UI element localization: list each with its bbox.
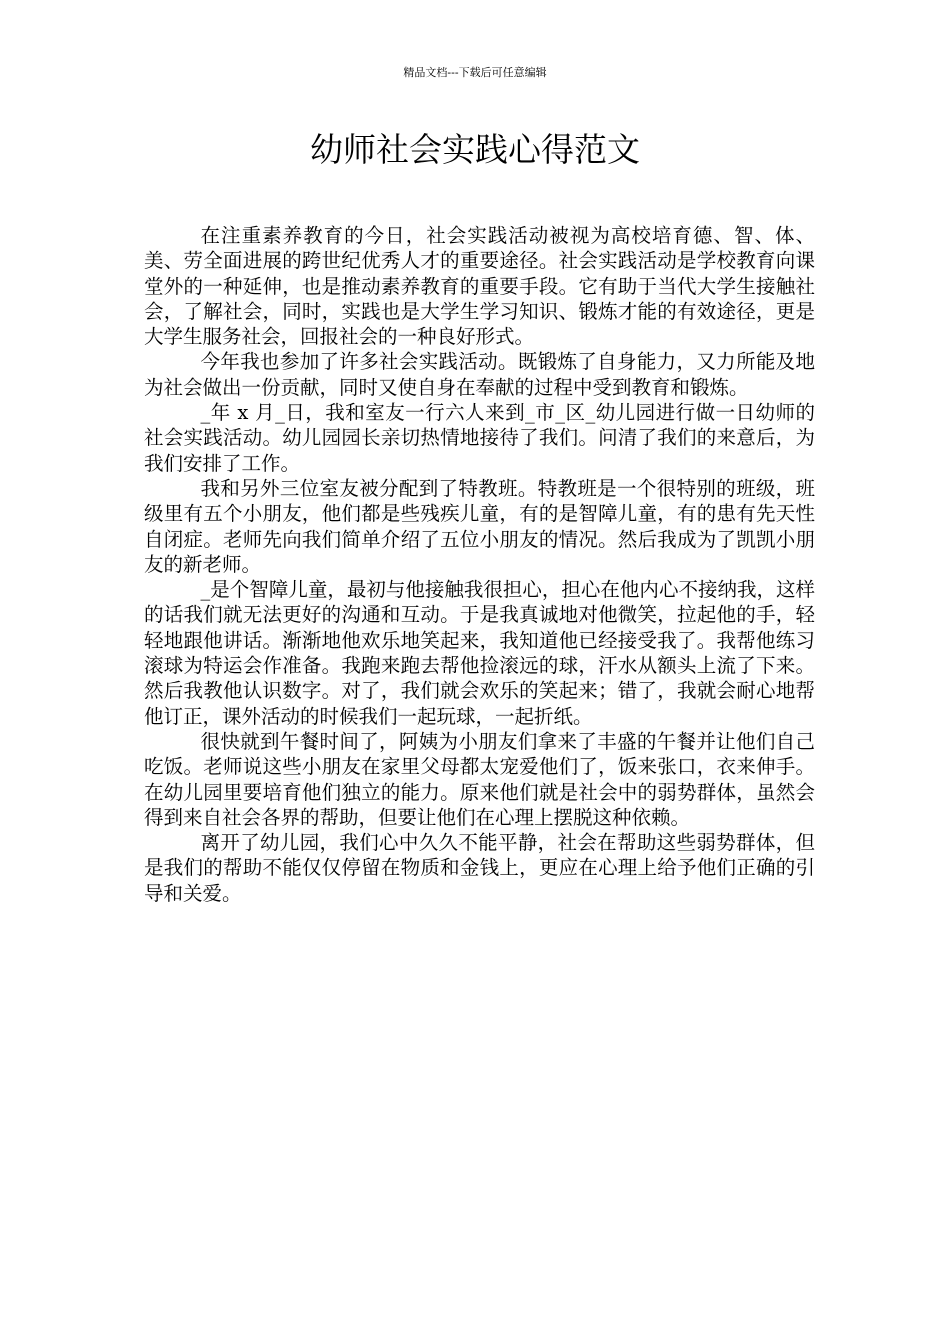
paragraph: 离开了幼儿园，我们心中久久不能平静，社会在帮助这些弱势群体，但是我们的帮助不能仅仅停留在物质和金钱上，更应在心理上给予他们正确的引导和关爱。 — [144, 831, 815, 905]
paragraph: 今年我也参加了许多社会实践活动。既锻炼了自身能力，又力所能及地为社会做出一份贡献，同时又使自身在奉献的过程中受到教育和锻炼。 — [144, 350, 815, 399]
paragraph: 很快就到午餐时间了，阿姨为小朋友们拿来了丰盛的午餐并让他们自己吃饭。老师说这些小朋友在家里父母都太宠爱他们了，饭来张口，衣来伸手。在幼儿园里要培育他们独立的能力。原来他们就是社会中的弱势群体，虽然会得到来自社会各界的帮助，但要让他们在心理上摆脱这种依赖。 — [144, 729, 815, 829]
document-title: 幼师社会实践心得范文 — [310, 130, 640, 169]
paragraph: _是个智障儿童，最初与他接触我很担心，担心在他内心不接纳我，这样的话我们就无法更好的沟通和互动。于是我真诚地对他微笑，拉起他的手，轻轻地跟他讲话。渐渐地他欢乐地笑起来，我知道他已经接受我了。我帮他练习滚球为特运会作准备。我跑来跑去帮他捡滚远的球，汗水从额头上流了下来。然后我教他认识数字。对了，我们就会欢乐的笑起来；错了，我就会耐心地帮他订正，课外活动的时候我们一起玩球，一起折纸。 — [144, 578, 815, 728]
document-body — [144, 223, 815, 906]
paragraph: 在注重素养教育的今日，社会实践活动被视为高校培育德、智、体、美、劳全面进展的跨世纪优秀人才的重要途径。社会实践活动是学校教育向课堂外的一种延伸，也是推动素养教育的重要手段。它有助于当代大学生接触社会，了解社会，同时，实践也是大学生学习知识、锻炼才能的有效途径，更是大学生服务社会，回报社会的一种良好形式。 — [144, 224, 815, 349]
paragraph: _年 x 月_日，我和室友一行六人来到_市_区_幼儿园进行做一日幼师的社会实践活动。幼儿园园长亲切热情地接待了我们。问清了我们的来意后，为我们安排了工作。 — [144, 401, 815, 475]
page-header: 精品文档---下载后可任意编辑 — [403, 66, 547, 79]
paragraph: 我和另外三位室友被分配到了特教班。特教班是一个很特别的班级，班级里有五个小朋友，他们都是些残疾儿童，有的是智障儿童，有的患有先天性自闭症。老师先向我们简单介绍了五位小朋友的情况。然后我成为了凯凯小朋友的新老师。 — [144, 476, 815, 576]
